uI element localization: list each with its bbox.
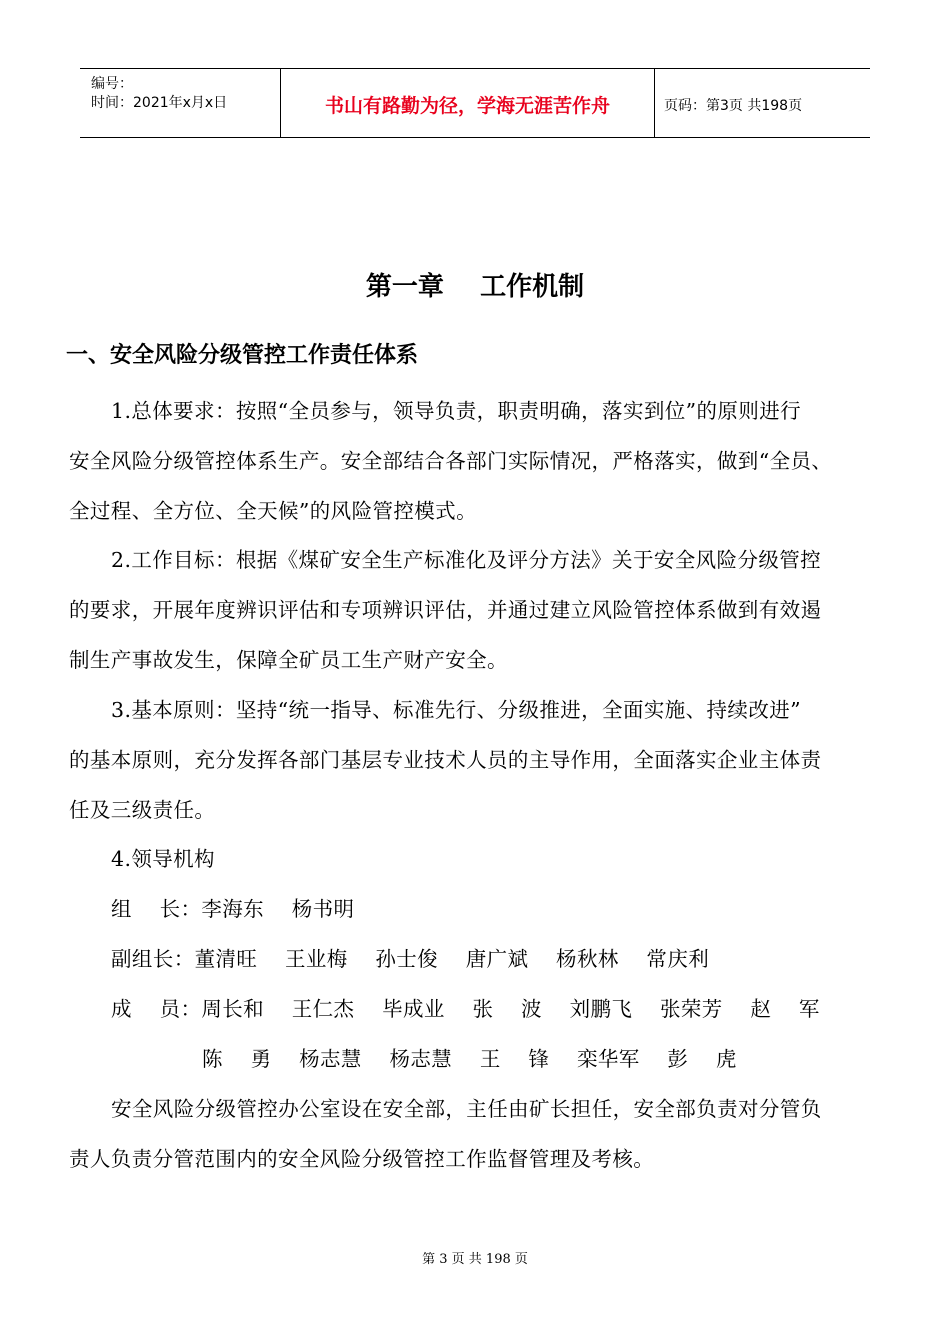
header-motto: 书山有路勤为径，学海无涯苦作舟 bbox=[324, 95, 610, 117]
page-header bbox=[80, 68, 870, 138]
paragraph-line: 安全风险分级管控体系生产。安全部结合各部门实际情况，严格落实，做到“全员、 bbox=[69, 449, 833, 473]
paragraph-line: 安全风险分级管控办公室设在安全部，主任由矿长担任，安全部负责对分管负 bbox=[111, 1097, 822, 1121]
paragraph-line: 责人负责分管范围内的安全风险分级管控工作监督管理及考核。 bbox=[69, 1147, 655, 1171]
paragraph-line: 制生产事故发生，保障全矿员工生产财产安全。 bbox=[69, 648, 508, 672]
header-page-cell bbox=[654, 69, 870, 137]
deputy-row: 副组长：董清旺 王业梅 孙士俊 唐广斌 杨秋林 常庆利 bbox=[111, 947, 710, 971]
subsection-heading: 4.领导机构 bbox=[111, 847, 215, 871]
chapter-title: 第一章 工作机制 bbox=[365, 272, 585, 302]
paragraph-line: 任及三级责任。 bbox=[69, 798, 216, 822]
paragraph-line: 2.工作目标：根据《煤矿安全生产标准化及评分方法》关于安全风险分级管控 bbox=[111, 548, 822, 572]
paragraph-line: 的基本原则，充分发挥各部门基层专业技术人员的主导作用，全面落实企业主体责 bbox=[69, 748, 822, 772]
members-row: 成 员：周长和 王仁杰 毕成业 张 波 刘鹏飞 张荣芳 赵 军 bbox=[111, 997, 820, 1021]
page-footer: 第 3 页 共 198 页 bbox=[422, 1252, 528, 1267]
leader-row: 组 长：李海东 杨书明 bbox=[111, 897, 355, 921]
section-title: 一、安全风险分级管控工作责任体系 bbox=[66, 343, 419, 368]
date-label: 时间：2021年x月x日 bbox=[91, 95, 228, 111]
members-row-continued: 陈 勇 杨志慧 杨志慧 王 锋 栾华军 彭 虎 bbox=[202, 1047, 737, 1071]
header-motto-cell bbox=[280, 69, 655, 137]
paragraph-line: 全过程、全方位、全天候”的风险管控模式。 bbox=[69, 499, 477, 523]
paragraph-line: 1.总体要求：按照“全员参与，领导负责，职责明确，落实到位”的原则进行 bbox=[111, 399, 802, 423]
header-page-info: 页码：第3页 共198页 bbox=[664, 98, 803, 114]
paragraph-line: 的要求，开展年度辨识评估和专项辨识评估，并通过建立风险管控体系做到有效遏 bbox=[69, 598, 822, 622]
number-label: 编号： bbox=[91, 76, 133, 92]
paragraph-line: 3.基本原则：坚持“统一指导、标准先行、分级推进，全面实施、持续改进” bbox=[111, 698, 802, 722]
header-meta bbox=[80, 69, 280, 137]
